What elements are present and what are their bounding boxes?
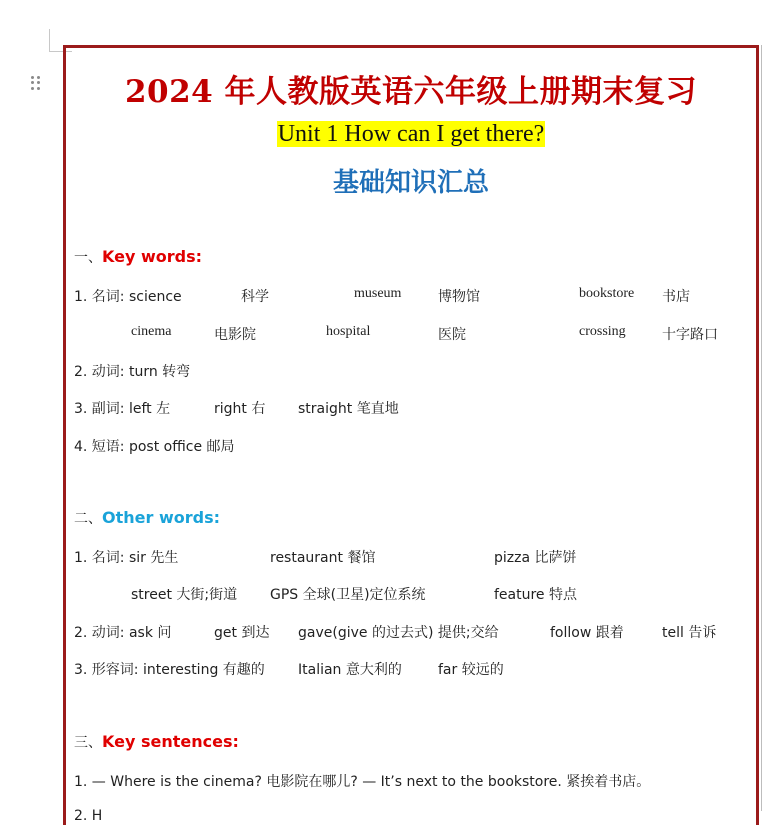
- document-page: 2024 年人教版英语六年级上册期末复习 Unit 1 How can I get there? 基础知识汇总 一、Key words: 1. 名词: science 科学 museum 博物馆 bookstore 书店 cinema 电影院 hospital 医院 crossing 十字路口 2. 动词: turn 转弯 3. 副词: left 左 right 右 straight 笔直地 4. 短语: post office 邮局 二、Other words: 1. 名词: sir 先生 restaurant 餐馆 pizza 比萨饼 street 大街;街道 GPS 全球(卫星)定位系统 feature 特点 2. 动词: ask 问 get 到达 gave(give 的过去式) 提供;交给 follow 跟着 tell 告诉 3. 形容词: interesting 有趣的 Italian 意大利的 far 较远的 三、Key sentences: 1. — Where is the cinema? 电影院在哪儿? — It’s next to the bookstore. 紧挨着书店。 2. H: [63, 45, 759, 825]
- key-words-line-5: 4. 短语: post office 邮局: [74, 439, 235, 455]
- key-sentence-2-partial: 2. H: [74, 808, 103, 824]
- key-words-line-3: 2. 动词: turn 转弯: [74, 364, 191, 380]
- section-other-words: 二、Other words:: [74, 508, 220, 527]
- drag-handle-icon[interactable]: [31, 76, 41, 90]
- document-title: 2024 年人教版英语六年级上册期末复习: [124, 74, 698, 110]
- section-heading: 基础知识汇总: [332, 168, 489, 198]
- key-sentence-1: 1. — Where is the cinema? 电影院在哪儿? — It’s next to the bookstore. 紧挨着书店。: [74, 774, 651, 790]
- section-key-words: 一、Key words:: [74, 247, 203, 266]
- page-edge: [761, 45, 762, 811]
- unit-subtitle: Unit 1 How can I get there?: [277, 121, 545, 147]
- subtitle-row: [66, 121, 756, 148]
- section-key-sentences: 三、Key sentences:: [74, 732, 239, 751]
